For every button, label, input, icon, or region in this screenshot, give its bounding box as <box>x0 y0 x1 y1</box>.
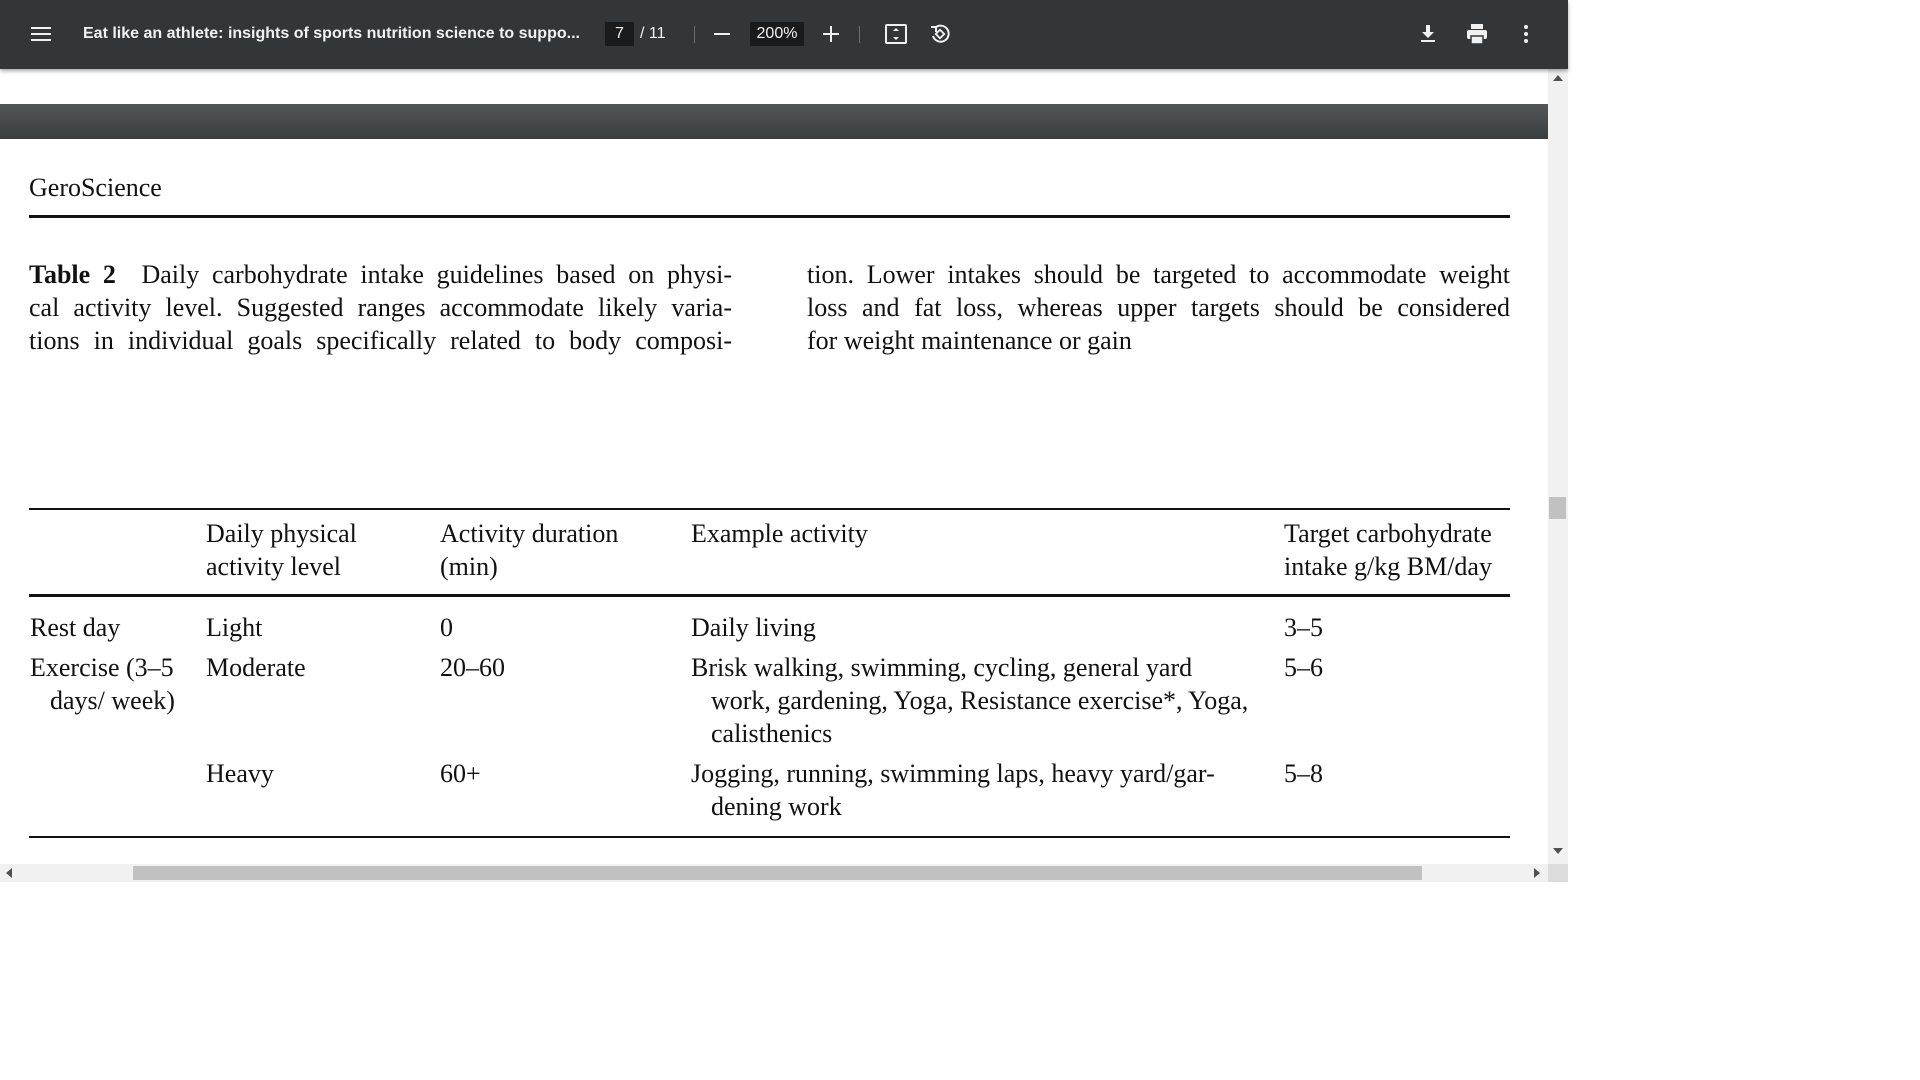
print-icon[interactable] <box>1459 16 1495 52</box>
header-line: Daily physical <box>206 519 357 548</box>
row-group: Rest day <box>30 613 121 642</box>
header-activity-duration <box>440 517 618 583</box>
row-target: 5–8 <box>1284 759 1323 788</box>
row-activity: Brisk walking, swimming, cycling, general yard work, gardening, Yoga, Resistance exercise*, Yoga, calisthenics <box>691 653 1249 748</box>
page-gap <box>0 104 1548 139</box>
header-line: Activity duration <box>440 519 619 548</box>
row-target: 3–5 <box>1284 613 1323 642</box>
more-vert-icon[interactable] <box>1508 16 1544 52</box>
toolbar-separator <box>694 26 695 43</box>
vertical-scrollbar[interactable] <box>1548 69 1568 864</box>
header-line: (min) <box>440 552 498 581</box>
scroll-up-arrow-icon[interactable] <box>1553 75 1563 81</box>
header-line: activity level <box>206 552 342 581</box>
journal-name: GeroScience <box>29 173 162 202</box>
table-top-rule <box>29 508 1510 510</box>
page-total: / 11 <box>640 25 666 42</box>
download-icon[interactable] <box>1410 16 1446 52</box>
row-level: Light <box>206 613 263 642</box>
table-caption-left <box>29 258 732 357</box>
header-rule-bottom <box>29 594 1510 597</box>
scroll-down-arrow-icon[interactable] <box>1553 848 1563 854</box>
header-line: Target carbohydrate <box>1284 519 1492 548</box>
toolbar-separator <box>859 26 860 43</box>
header-activity-level <box>206 517 357 583</box>
scroll-left-arrow-icon[interactable] <box>6 868 12 878</box>
minus-icon[interactable] <box>704 16 740 52</box>
vertical-scroll-thumb[interactable] <box>1549 497 1566 519</box>
row-level: Moderate <box>206 653 306 682</box>
pdf-viewer[interactable] <box>0 69 1568 882</box>
caption-line: tion. Lower intakes should be targeted to accommodate weight <box>807 260 1510 289</box>
caption-line: tions in individual goals specifically related to body composi- <box>29 326 732 355</box>
caption-line: loss and fat loss, whereas upper targets should be considered <box>807 293 1510 322</box>
horizontal-scroll-thumb[interactable] <box>133 866 1422 880</box>
row-activity: Daily living <box>691 613 816 642</box>
row-target: 5–6 <box>1284 653 1323 682</box>
caption-label: Table 2 <box>29 260 116 289</box>
fit-page-icon[interactable] <box>878 16 914 52</box>
pdf-page <box>0 139 1548 864</box>
table-caption-right <box>807 258 1510 357</box>
row-duration: 60+ <box>440 759 481 788</box>
caption-line: cal activity level. Suggested ranges accommodate likely varia- <box>29 293 732 322</box>
caption-line: for weight maintenance or gain <box>807 326 1132 355</box>
header-line: intake g/kg BM/day <box>1284 552 1492 581</box>
hamburger-menu-icon[interactable] <box>23 16 59 52</box>
row-activity: Jogging, running, swimming laps, heavy yard/gar- dening work <box>691 759 1215 821</box>
row-level: Heavy <box>206 759 274 788</box>
scrollbar-corner <box>1548 864 1568 882</box>
caption-line: Daily carbohydrate intake guidelines based on physi- <box>141 260 732 289</box>
row-duration: 0 <box>440 613 453 642</box>
document-title: Eat like an athlete: insights of sports nutrition science to suppo... <box>83 25 580 42</box>
row-group: Exercise (3–5 days/ week) <box>30 653 175 715</box>
zoom-level-input[interactable]: 200% <box>750 22 804 46</box>
scroll-right-arrow-icon[interactable] <box>1534 868 1540 878</box>
row-duration: 20–60 <box>440 653 505 682</box>
plus-icon[interactable] <box>813 16 849 52</box>
pdf-toolbar <box>0 0 1568 69</box>
header-target-intake <box>1284 517 1492 583</box>
table-bottom-rule <box>29 836 1510 838</box>
rotate-icon[interactable] <box>922 16 958 52</box>
page-number-input[interactable]: 7 <box>605 22 634 46</box>
header-rule <box>29 215 1510 218</box>
header-example-activity: Example activity <box>691 519 868 548</box>
previous-page-bottom <box>0 69 1548 104</box>
